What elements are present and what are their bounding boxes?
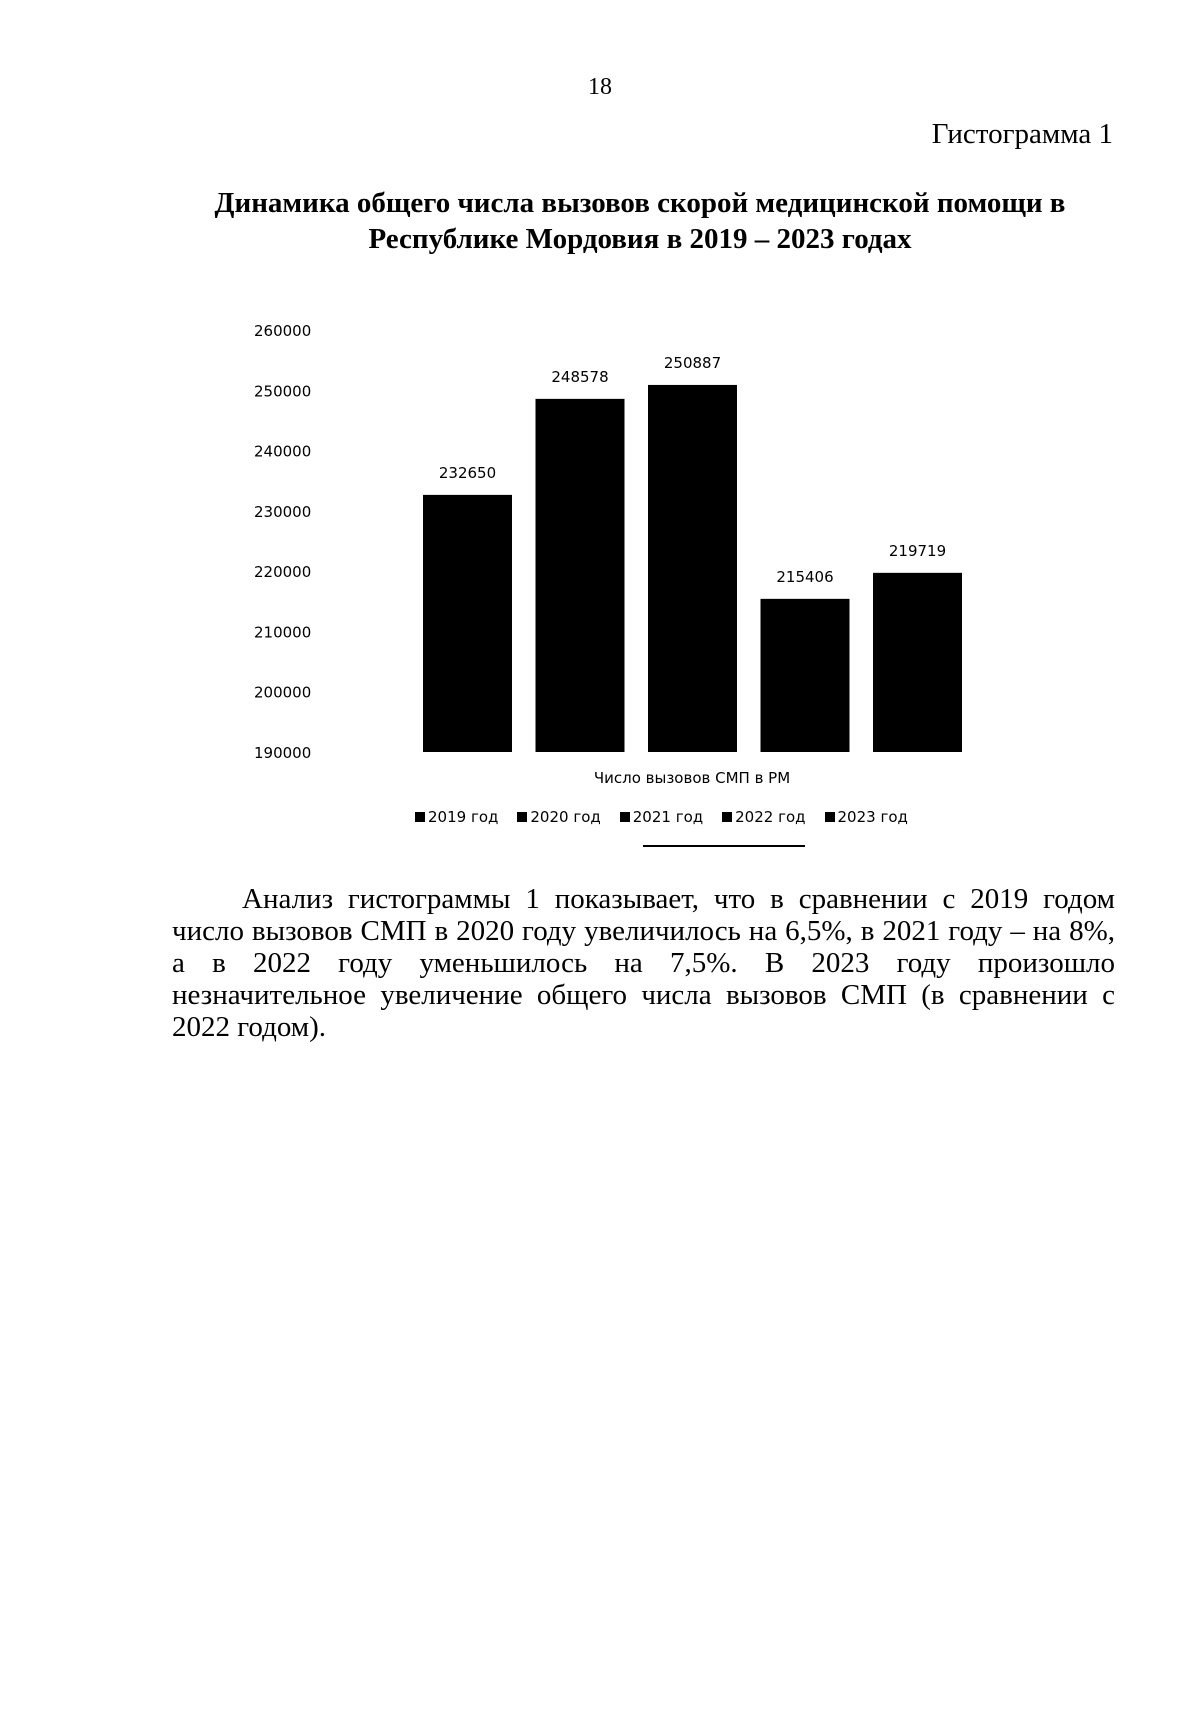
legend-item: [415, 808, 498, 826]
bar-value-label: 219719: [888, 541, 947, 560]
legend-swatch: [517, 812, 527, 822]
chart-title: Динамика общего числа вызовов скорой медицинской помощи в Республике Мордовия в 2019 – 2023 годах: [214, 187, 1066, 255]
legend-underline: [643, 845, 805, 847]
bar-value-label: 250887: [663, 353, 722, 372]
y-axis-labels: [254, 322, 311, 762]
legend-swatch: [415, 812, 425, 822]
page-number: 18: [588, 74, 612, 100]
bar: [536, 399, 625, 752]
y-tick-label: 190000: [254, 744, 312, 762]
legend-item: [517, 808, 600, 826]
legend-label: 2023 год: [837, 808, 908, 826]
legend-item: [620, 808, 703, 826]
bar: [423, 495, 512, 752]
y-tick-label: 250000: [254, 382, 312, 401]
legend-label: 2019 год: [428, 808, 499, 826]
y-tick-label: 230000: [254, 502, 312, 521]
legend-swatch: [722, 812, 732, 822]
legend-label: 2022 год: [735, 808, 806, 826]
y-tick-label: 210000: [254, 623, 312, 642]
bar: [873, 573, 962, 752]
figure-caption: Гистограмма 1: [931, 118, 1113, 150]
legend-label: 2021 год: [632, 808, 704, 826]
y-tick-label: 200000: [254, 683, 312, 702]
bar-value-label: 248578: [551, 367, 609, 386]
legend-swatch: [825, 812, 835, 822]
chart-legend: [415, 805, 927, 829]
bar-value-label: 215406: [776, 567, 834, 586]
y-tick-label: 220000: [254, 563, 312, 582]
analysis-paragraph: Анализ гистограммы 1 показывает, что в сравнении с 2019 годом число вызовов СМП в 2020 году увеличилось на 6,5%, в 2021 году – на 8%, а в 2022 году уменьшилось на 7,5%. В 2023 году произошло незначительное увеличение общего числа вызовов СМП (в сравнении с 2022 годом).: [172, 883, 1115, 1043]
x-axis-label: Число вызовов СМП в РМ: [593, 769, 791, 787]
legend-item: [825, 808, 908, 826]
y-tick-label: 240000: [254, 442, 312, 461]
legend-item: [722, 808, 805, 826]
bars: [423, 385, 962, 752]
bar: [648, 385, 737, 752]
legend-label: 2020 год: [530, 808, 601, 826]
y-tick-label: 260000: [254, 322, 312, 340]
bar-value-label: 232650: [438, 463, 497, 482]
bar: [761, 599, 850, 752]
legend-swatch: [620, 812, 630, 822]
